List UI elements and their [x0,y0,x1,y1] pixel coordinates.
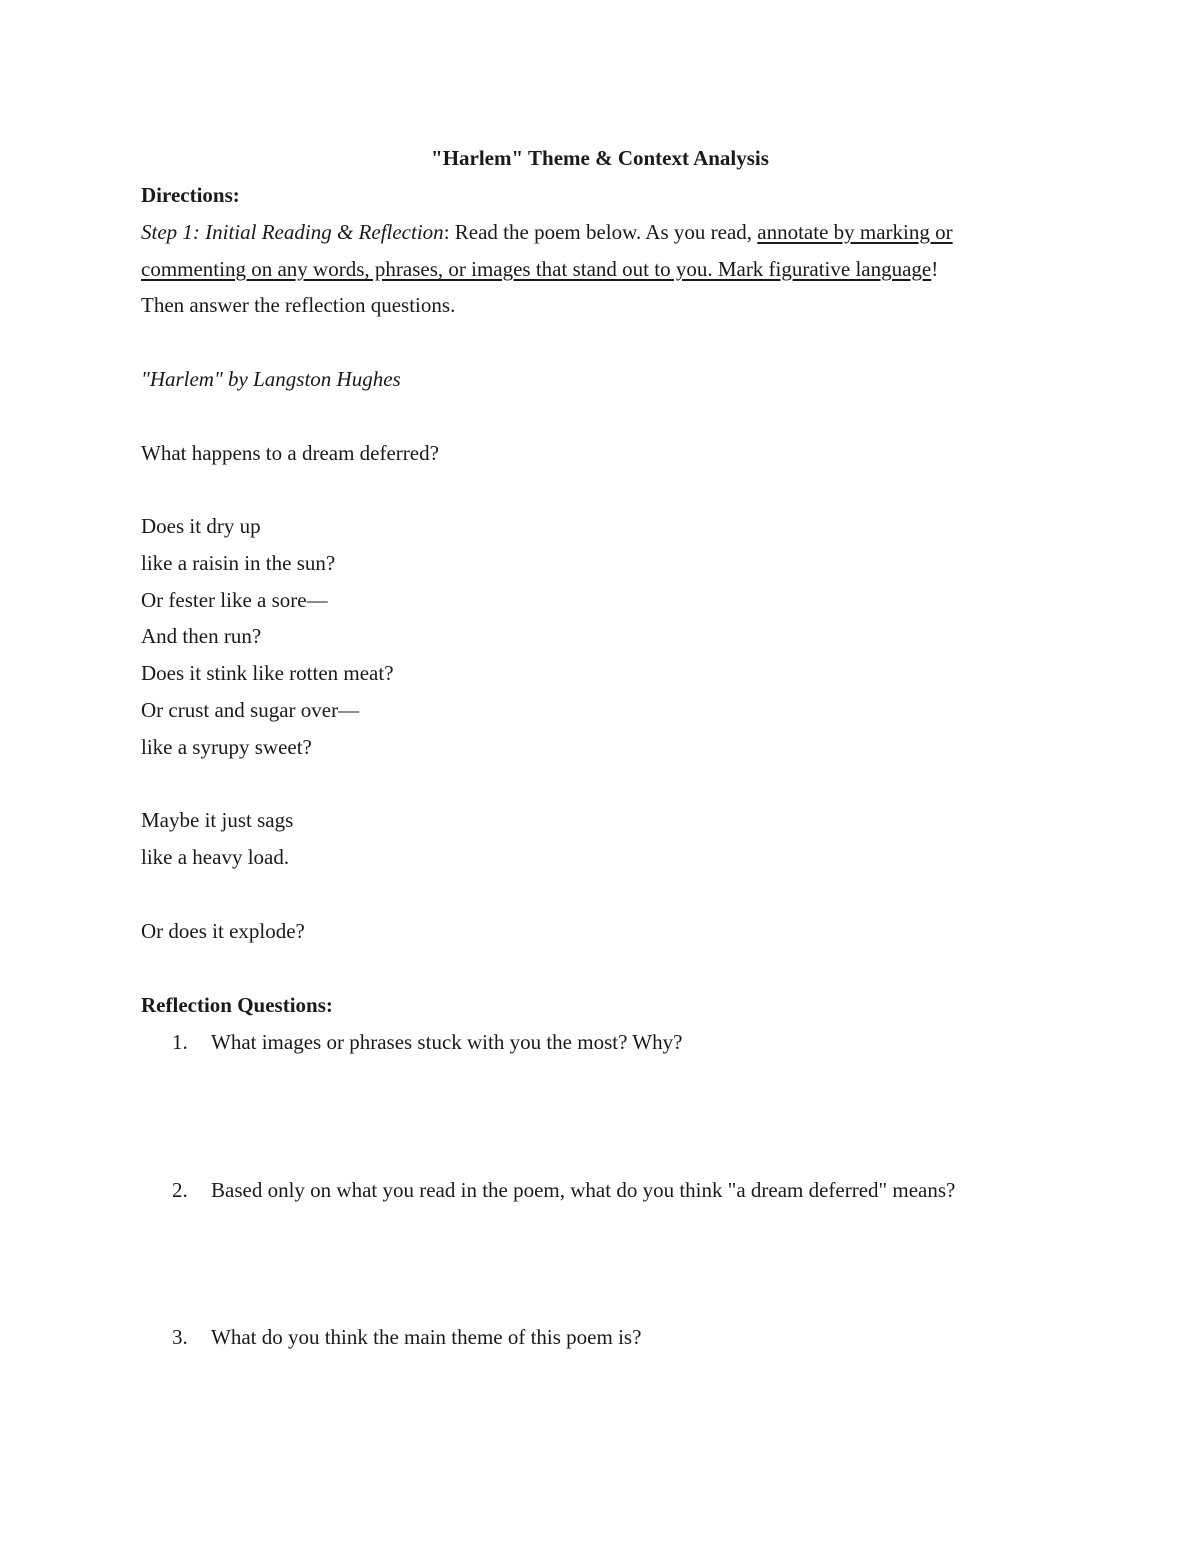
annotate-instruction-2: commenting on any words, phrases, or images that stand out to you. Mark figurative language [141,257,932,281]
poem-line: like a syrupy sweet? [141,735,312,759]
directions-text-1: Read the poem below. As you read, [449,220,758,244]
step-colon: : [443,220,450,244]
directions-line-3: Then answer the reflection questions. [141,293,456,317]
poem-line: Does it stink like rotten meat? [141,661,394,685]
question-number: 1. [172,1030,188,1054]
poem-line: Or does it explode? [141,919,305,943]
poem-line: Or crust and sugar over— [141,698,360,722]
question-number: 2. [172,1178,188,1202]
poem-line: And then run? [141,624,262,648]
reflection-heading: Reflection Questions: [141,993,333,1017]
question-text: What images or phrases stuck with you the most? Why? [211,1030,683,1054]
question-text: Based only on what you read in the poem, what do you think "a dream deferred" means? [211,1178,956,1202]
poem-byline: "Harlem" by Langston Hughes [141,367,401,391]
question-text: What do you think the main theme of this poem is? [211,1325,642,1349]
poem-line: Or fester like a sore— [141,588,328,612]
annotate-instruction-1: annotate by marking or [757,220,953,244]
directions-line-1 [141,218,953,246]
directions-heading: Directions: [141,183,240,207]
question-number: 3. [172,1325,188,1349]
poem-line: Maybe it just sags [141,808,294,832]
poem-line: like a heavy load. [141,845,290,869]
step-label: Step 1: Initial Reading & Reflection [141,220,444,244]
directions-line-2 [141,255,938,283]
poem-line: like a raisin in the sun? [141,551,336,575]
poem-line: Does it dry up [141,514,261,538]
directions-exclaim: ! [931,257,939,281]
poem-line: What happens to a dream deferred? [141,441,439,465]
page-title: "Harlem" Theme & Context Analysis [431,146,769,170]
